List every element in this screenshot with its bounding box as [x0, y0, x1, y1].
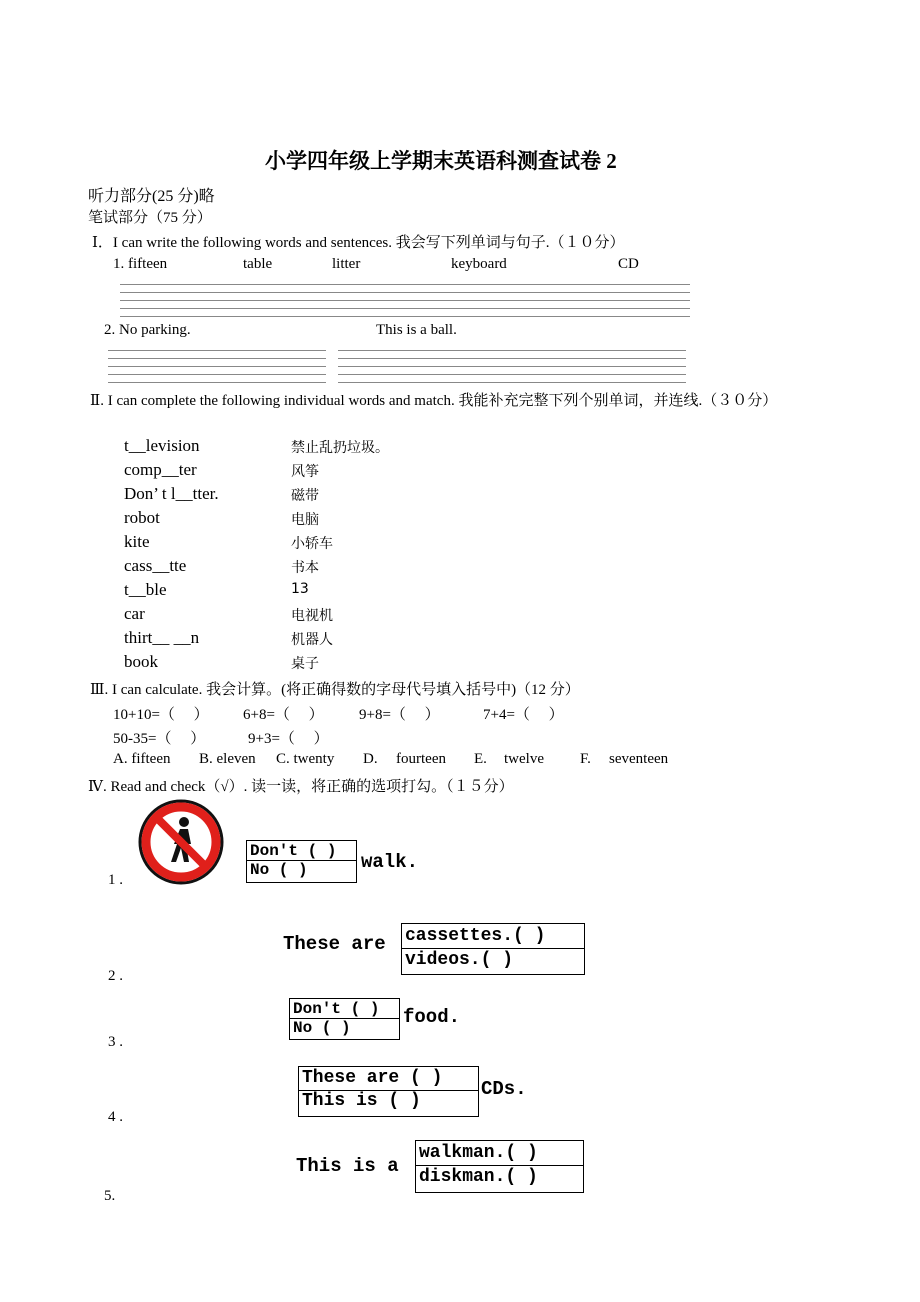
match-right-item: 风筝: [291, 464, 319, 480]
match-left-item: kite: [124, 532, 150, 551]
match-left-item: comp__ter: [124, 460, 197, 479]
item-number: 2 .: [108, 968, 123, 984]
item-suffix: CDs.: [481, 1078, 527, 1100]
match-left-item: Don’ t l__tter.: [124, 484, 219, 503]
match-left-item: t__levision: [124, 436, 200, 455]
item-number: 4 .: [108, 1109, 123, 1125]
word-5: CD: [618, 256, 639, 272]
match-left-item: thirt__ __n: [124, 628, 200, 647]
item-prefix: These are: [283, 933, 386, 955]
match-right-item: 书本: [291, 560, 319, 576]
word-1: 1. fifteen: [113, 256, 168, 272]
match-left-item: cass__tte: [124, 556, 187, 575]
sentence-1: 2. No parking.: [104, 322, 191, 338]
answer-option: C. twenty: [276, 751, 335, 767]
calc-item: 9+8=（ ）: [359, 707, 440, 723]
writing-line: [338, 366, 686, 367]
calc-item: 6+8=（ ）: [243, 707, 324, 723]
section-3-heading: Ⅲ. I can calculate. 我会计算。(将正确得数的字母代号填入括号中)（12 分）: [90, 682, 580, 698]
match-right-item: 电视机: [291, 608, 333, 624]
choice-option: No ( ): [293, 1019, 351, 1037]
answer-option: twelve: [504, 751, 544, 767]
section-2-heading: Ⅱ. I can complete the following individual words and match. 我能补充完整下列个别单词，并连线.（３０分）: [90, 393, 778, 409]
match-left-item: robot: [124, 508, 160, 527]
match-left-item: book: [124, 652, 158, 671]
item-suffix: walk.: [361, 851, 419, 873]
calc-item: 7+4=（ ）: [483, 707, 564, 723]
writing-line: [108, 366, 326, 367]
match-right-item: 磁带: [291, 488, 319, 504]
calc-item: 9+3=（ ）: [248, 731, 329, 747]
match-right-item: 小轿车: [291, 536, 333, 552]
match-right-item: 电脑: [291, 512, 319, 528]
answer-option: F.: [580, 751, 591, 767]
answer-option: B. eleven: [199, 751, 256, 767]
writing-line: [120, 284, 690, 285]
choice-option: No ( ): [250, 861, 308, 879]
calc-item: 50-35=（ ）: [113, 731, 206, 747]
calc-item: 10+10=（ ）: [113, 707, 209, 723]
writing-line: [338, 382, 686, 383]
answer-option: D.: [363, 751, 378, 767]
no-walking-sign-icon: [136, 796, 226, 888]
item-number: 5.: [104, 1188, 116, 1204]
sentence-2: This is a ball.: [376, 322, 457, 338]
match-left-item: car: [124, 604, 145, 623]
answer-option: fourteen: [396, 751, 446, 767]
page-title: 小学四年级上学期末英语科测查试卷 2: [265, 149, 617, 173]
word-2: table: [243, 256, 273, 272]
item-suffix: food.: [403, 1006, 461, 1028]
choice-option: Don't ( ): [250, 842, 337, 860]
listening-note: 听力部分(25 分)略: [88, 188, 215, 205]
choice-box: [289, 998, 400, 1040]
writing-line: [108, 358, 326, 359]
item-number: 3 .: [108, 1034, 123, 1050]
answer-option: E.: [474, 751, 487, 767]
choice-option: These are ( ): [302, 1068, 443, 1088]
match-right-item: 桌子: [291, 656, 319, 672]
writing-line: [120, 316, 690, 317]
section-1-heading: Ⅰ．I can write the following words and sentences. 我会写下列单词与句子.（１０分）: [92, 235, 625, 251]
writing-line: [120, 300, 690, 301]
choice-box: [298, 1066, 479, 1117]
match-left-item: t__ble: [124, 580, 167, 599]
word-3: litter: [332, 256, 361, 272]
answer-option: seventeen: [609, 751, 669, 767]
choice-option: videos.( ): [405, 950, 514, 970]
writing-line: [338, 358, 686, 359]
choice-option: This is ( ): [302, 1091, 421, 1111]
match-right-item: 机器人: [291, 632, 333, 648]
word-4: keyboard: [451, 256, 507, 272]
writing-line: [338, 374, 686, 375]
match-right-item: 13: [291, 581, 309, 597]
writing-note: 笔试部分（75 分）: [88, 210, 212, 226]
writing-line: [120, 292, 690, 293]
choice-box: [246, 840, 357, 883]
writing-line: [120, 308, 690, 309]
choice-option: walkman.( ): [419, 1143, 538, 1163]
choice-option: diskman.( ): [419, 1167, 538, 1187]
choice-box: [401, 923, 585, 975]
choice-option: Don't ( ): [293, 1000, 380, 1018]
match-right-item: 禁止乱扔垃圾。: [291, 440, 389, 456]
section-4-heading: Ⅳ. Read and check（√）. 读一读，将正确的选项打勾。（１５分）: [88, 779, 514, 795]
choice-option: cassettes.( ): [405, 926, 546, 946]
answer-option: A. fifteen: [113, 751, 171, 767]
choice-box: [415, 1140, 584, 1193]
writing-line: [338, 350, 686, 351]
writing-line: [108, 350, 326, 351]
item-number: 1 .: [108, 872, 123, 888]
writing-line: [108, 374, 326, 375]
writing-line: [108, 382, 326, 383]
item-prefix: This is a: [296, 1155, 399, 1177]
